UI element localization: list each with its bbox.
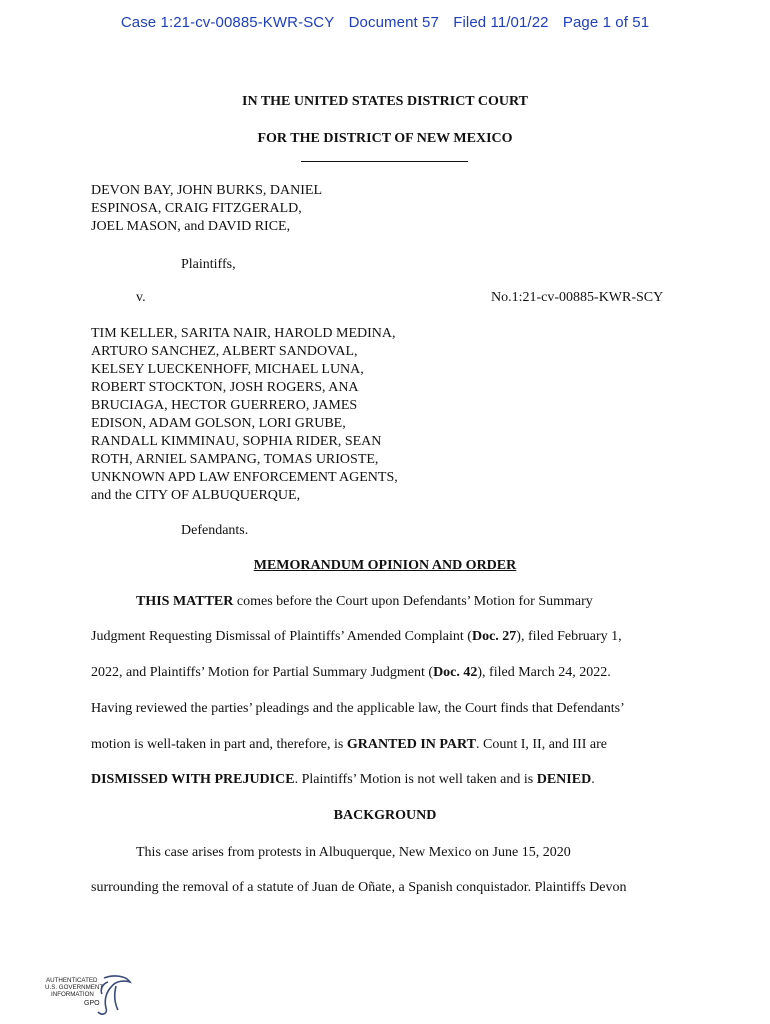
defendants-names [91, 325, 398, 505]
para1-line2 [91, 629, 622, 645]
defendants-line: ROBERT STOCKTON, JOSH ROGERS, ANA [91, 380, 359, 395]
dismissed-with-prejudice: DISMISSED WITH PREJUDICE [91, 772, 295, 787]
gpo-authenticated-logo [44, 972, 134, 1018]
court-name: IN THE UNITED STATES DISTRICT COURT [242, 94, 528, 109]
document-title: MEMORANDUM OPINION AND ORDER [253, 558, 517, 573]
defendants-line: ROTH, ARNIEL SAMPANG, TOMAS URIOSTE, [91, 452, 379, 467]
para1-line3 [91, 665, 611, 681]
para1-text: comes before the Court upon Defendants’ Motion for Summary [233, 594, 593, 609]
gpo-line3: INFORMATION [51, 991, 94, 998]
case-number: No.1:21-cv-00885-KWR-SCY [491, 290, 664, 305]
plaintiffs-role: Plaintiffs, [181, 257, 236, 272]
para1-text: ), filed March 24, 2022. [477, 665, 611, 680]
plaintiffs-line: ESPINOSA, CRAIG FITZGERALD, [91, 201, 302, 216]
defendants-line: EDISON, ADAM GOLSON, LORI GRUBE, [91, 416, 346, 431]
court-district: FOR THE DISTRICT OF NEW MEXICO [257, 131, 513, 146]
defendants-line: TIM KELLER, SARITA NAIR, HAROLD MEDINA, [91, 326, 396, 341]
gpo-line4: GPO [84, 1000, 100, 1007]
plaintiffs-line: JOEL MASON, and DAVID RICE, [91, 219, 291, 234]
versus: v. [136, 290, 146, 305]
para1-text: . [591, 772, 595, 787]
defendants-line: ARTURO SANCHEZ, ALBERT SANDOVAL, [91, 344, 358, 359]
denied: DENIED [536, 772, 592, 787]
stamp-case-number: Case 1:21-cv-00885-KWR-SCY [120, 14, 335, 31]
para1-text: . Plaintiffs’ Motion is not well taken and is [294, 772, 537, 787]
eagle-icon [98, 976, 130, 1014]
defendants-line: and the CITY OF ALBUQUERQUE, [91, 488, 301, 503]
para1-text: Judgment Requesting Dismissal of Plaintiffs’ Amended Complaint ( [91, 629, 472, 644]
para1-matter: THIS MATTER [136, 594, 234, 609]
doc-42-ref: Doc. 42 [433, 665, 478, 680]
defendants-role: Defendants. [181, 523, 249, 538]
stamp-document: Document 57 [348, 14, 439, 31]
para1-text: 2022, and Plaintiffs’ Motion for Partial Summary Judgment ( [91, 665, 434, 680]
defendants-line: BRUCIAGA, HECTOR GUERRERO, JAMES [91, 398, 358, 413]
defendants-line: UNKNOWN APD LAW ENFORCEMENT AGENTS, [91, 470, 398, 485]
plaintiffs-line: DEVON BAY, JOHN BURKS, DANIEL [91, 183, 323, 198]
gpo-line1: AUTHENTICATED [46, 977, 98, 984]
defendants-line: RANDALL KIMMINAU, SOPHIA RIDER, SEAN [91, 434, 382, 449]
para1-line6 [91, 772, 595, 788]
doc-27-ref: Doc. 27 [471, 629, 517, 644]
para1-line1 [136, 594, 593, 610]
defendants-line: KELSEY LUECKENHOFF, MICHAEL LUNA, [91, 362, 364, 377]
para1-text: motion is well-taken in part and, therefore, is [91, 737, 347, 752]
para1-line5 [91, 737, 607, 753]
filing-stamp [0, 14, 770, 31]
para1-line4: Having reviewed the parties’ pleadings and the applicable law, the Court finds that Defendants’ [91, 701, 625, 716]
para1-text: . Count I, II, and III are [475, 737, 607, 752]
para1-text: ), filed February 1, [516, 629, 622, 644]
plaintiffs-names [91, 182, 322, 236]
gpo-line2: U.S. GOVERNMENT [45, 984, 104, 991]
background-heading: BACKGROUND [333, 808, 437, 823]
granted-in-part: GRANTED IN PART [346, 737, 476, 752]
caption-rule [301, 161, 468, 162]
stamp-page: Page 1 of 51 [562, 14, 650, 31]
stamp-filed-date: Filed 11/01/22 [453, 14, 549, 31]
para2-line1: This case arises from protests in Albuquerque, New Mexico on June 15, 2020 [136, 845, 571, 860]
para2-line2: surrounding the removal of a statute of Juan de Oñate, a Spanish conquistador. Plaintiffs Devon [91, 880, 627, 895]
